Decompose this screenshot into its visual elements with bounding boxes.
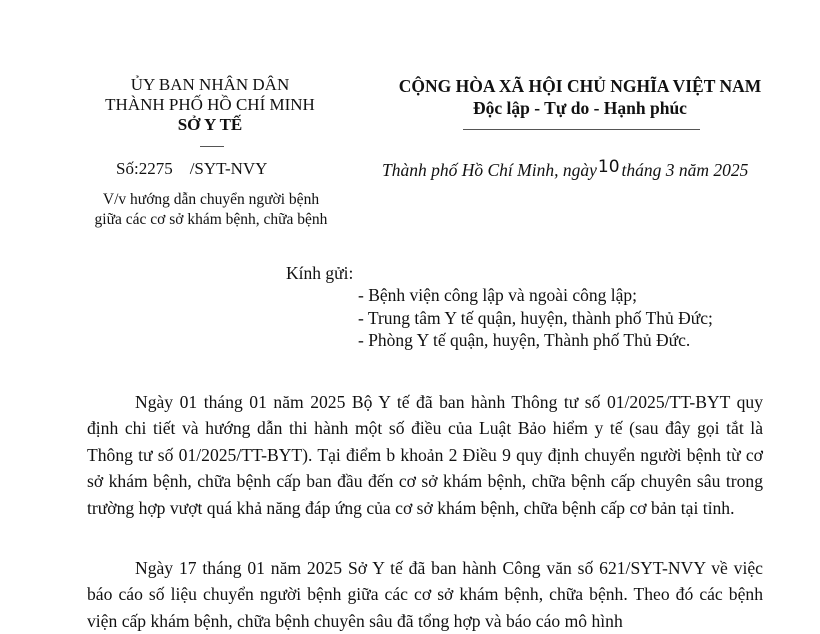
recipients-heading: Kính gửi:	[286, 263, 354, 283]
issuer-line-2: THÀNH PHỐ HỒ CHÍ MINH	[105, 95, 315, 114]
document-subject	[60, 190, 362, 230]
recipient-item: - Phòng Y tế quận, huyện, Thành phố Thủ Đức.	[358, 330, 691, 350]
national-header	[370, 75, 790, 119]
document-number-label: Số:	[116, 159, 139, 178]
recipient-item: - Bệnh viện công lập và ngoài công lập;	[358, 285, 637, 305]
national-title: CỘNG HÒA XÃ HỘI CHỦ NGHĨA VIỆT NAM	[398, 76, 762, 96]
issuer-divider	[200, 146, 224, 147]
document-date	[382, 159, 748, 182]
date-day: 10	[597, 157, 620, 177]
national-motto: Độc lập - Tự do - Hạnh phúc	[473, 98, 687, 118]
recipient-item: - Trung tâm Y tế quận, huyện, thành phố Thủ Đức;	[358, 307, 713, 328]
document-number-value: 2275	[138, 159, 173, 178]
motto-divider	[463, 129, 700, 130]
body-paragraph-2: Ngày 17 tháng 01 năm 2025 Sở Y tế đã ban hành Công văn số 621/SYT-NVY về việc báo cáo số liệu chuyển người bệnh giữa các cơ sở khám bệnh, chữa bệnh. Theo đó các bệnh viện cấp khám bệnh, chữa bệnh chuyên sâu đã tổng hợp và báo cáo mô hình	[87, 558, 763, 631]
subject-line-1: V/v hướng dẫn chuyển người bệnh	[102, 191, 320, 208]
body-paragraph-1: Ngày 01 tháng 01 năm 2025 Bộ Y tế đã ban hành Thông tư số 01/2025/TT-BYT quy định chi tiết và hướng dẫn thi hành một số điều của Luật Bảo hiểm y tế (sau đây gọi tắt là Thông tư số 01/2025/TT-BYT). Tại điểm b khoản 2 Điều 9 quy định chuyển người bệnh từ cơ sở khám bệnh, chữa bệnh cấp ban đầu đến cơ sở khám bệnh, chữa bệnh cấp chuyên sâu trong trường hợp vượt quá khả năng đáp ứng của cơ sở khám bệnh, chữa bệnh cấp cơ bản tại tỉnh.	[87, 392, 763, 518]
subject-line-2: giữa các cơ sở khám bệnh, chữa bệnh	[94, 211, 328, 228]
date-prefix: Thành phố Hồ Chí Minh, ngày	[382, 160, 597, 180]
issuer-department: SỞ Y TẾ	[177, 115, 243, 134]
issuer-line-1: ỦY BAN NHÂN DÂN	[130, 75, 290, 94]
date-suffix: tháng 3 năm 2025	[621, 160, 749, 180]
issuer-block	[60, 75, 360, 135]
document-number	[116, 159, 267, 179]
recipients-list	[358, 284, 713, 352]
document-number-suffix: /SYT-NVY	[189, 159, 268, 178]
